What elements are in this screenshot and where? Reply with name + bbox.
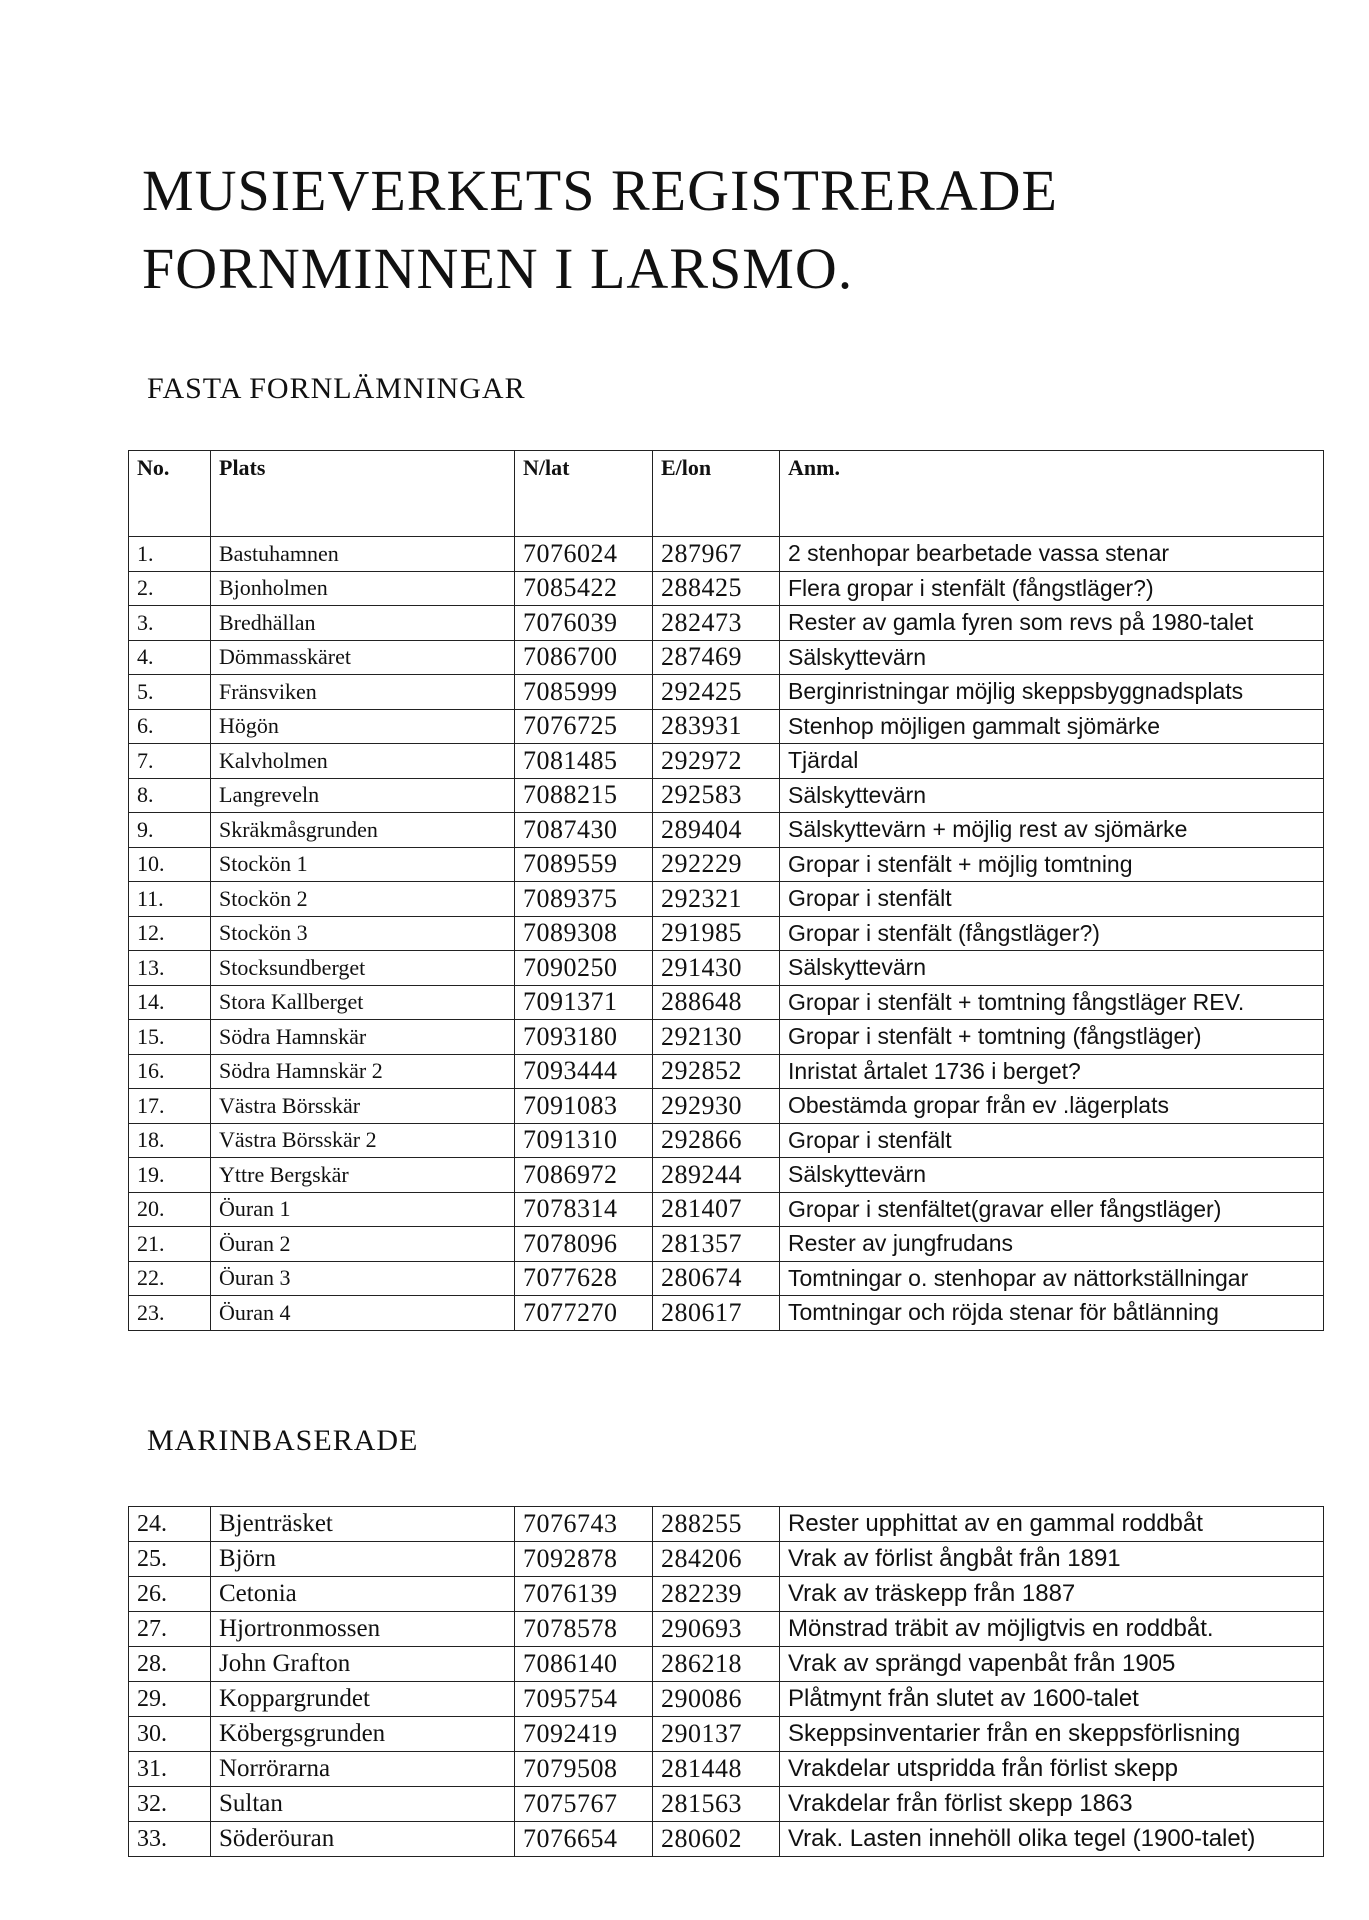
cell-anm: Plåtmynt från slutet av 1600-talet xyxy=(780,1682,1324,1717)
cell-lon: 282473 xyxy=(653,606,780,641)
table-row xyxy=(129,606,1324,641)
cell-anm: Sälskyttevärn xyxy=(780,778,1324,813)
table-row xyxy=(129,1682,1324,1717)
cell-lon: 284206 xyxy=(653,1542,780,1577)
cell-lat: 7076654 xyxy=(515,1822,653,1857)
cell-lon: 283931 xyxy=(653,709,780,744)
cell-anm: Vrak. Lasten innehöll olika tegel (1900-talet) xyxy=(780,1822,1324,1857)
table-row xyxy=(129,709,1324,744)
table-row xyxy=(129,1787,1324,1822)
cell-lon: 287469 xyxy=(653,640,780,675)
cell-lon: 288255 xyxy=(653,1507,780,1542)
cell-lon: 292930 xyxy=(653,1089,780,1124)
cell-plats: Söderöuran xyxy=(211,1822,515,1857)
cell-no: 12. xyxy=(129,916,211,951)
cell-lon: 281563 xyxy=(653,1787,780,1822)
cell-plats: Yttre Bergskär xyxy=(211,1158,515,1193)
spacer-cell xyxy=(515,518,653,537)
table-row xyxy=(129,675,1324,710)
cell-lon: 290137 xyxy=(653,1717,780,1752)
cell-lat: 7091083 xyxy=(515,1089,653,1124)
cell-plats: Stockön 1 xyxy=(211,847,515,882)
table-row xyxy=(129,1089,1324,1124)
cell-anm: Gropar i stenfält xyxy=(780,882,1324,917)
column-header-anm: Anm. xyxy=(780,451,1324,518)
cell-plats: Västra Börsskär xyxy=(211,1089,515,1124)
cell-anm: Skeppsinventarier från en skeppsförlisning xyxy=(780,1717,1324,1752)
table-row xyxy=(129,1507,1324,1542)
cell-lat: 7089559 xyxy=(515,847,653,882)
cell-anm: Mönstrad träbit av möjligtvis en roddbåt. xyxy=(780,1612,1324,1647)
cell-plats: Södra Hamnskär xyxy=(211,1020,515,1055)
cell-lat: 7076024 xyxy=(515,537,653,572)
cell-lat: 7076725 xyxy=(515,709,653,744)
cell-no: 3. xyxy=(129,606,211,641)
cell-no: 16. xyxy=(129,1054,211,1089)
cell-lon: 290693 xyxy=(653,1612,780,1647)
cell-lon: 292321 xyxy=(653,882,780,917)
cell-plats: Stockön 3 xyxy=(211,916,515,951)
table-row xyxy=(129,744,1324,779)
section-heading-marin: MARINBASERADE xyxy=(147,1424,419,1457)
cell-anm: Gropar i stenfält + möjlig tomtning xyxy=(780,847,1324,882)
cell-no: 9. xyxy=(129,813,211,848)
cell-plats: Koppargrundet xyxy=(211,1682,515,1717)
cell-anm: Flera gropar i stenfält (fångstläger?) xyxy=(780,571,1324,606)
cell-lat: 7076743 xyxy=(515,1507,653,1542)
cell-anm: Tjärdal xyxy=(780,744,1324,779)
spacer-cell xyxy=(211,518,515,537)
cell-plats: Öuran 2 xyxy=(211,1227,515,1262)
cell-anm: 2 stenhopar bearbetade vassa stenar xyxy=(780,537,1324,572)
spacer-cell xyxy=(129,518,211,537)
cell-lon: 281407 xyxy=(653,1192,780,1227)
cell-lon: 288425 xyxy=(653,571,780,606)
cell-anm: Obestämda gropar från ev .lägerplats xyxy=(780,1089,1324,1124)
cell-lat: 7088215 xyxy=(515,778,653,813)
cell-lon: 282239 xyxy=(653,1577,780,1612)
cell-lat: 7075767 xyxy=(515,1787,653,1822)
cell-no: 11. xyxy=(129,882,211,917)
cell-plats: Fränsviken xyxy=(211,675,515,710)
table-row xyxy=(129,985,1324,1020)
section-heading-fasta: FASTA FORNLÄMNINGAR xyxy=(147,372,526,405)
cell-no: 21. xyxy=(129,1227,211,1262)
cell-anm: Sälskyttevärn xyxy=(780,951,1324,986)
cell-anm: Vrak av träskepp från 1887 xyxy=(780,1577,1324,1612)
table-row xyxy=(129,537,1324,572)
cell-plats: Högön xyxy=(211,709,515,744)
cell-lat: 7079508 xyxy=(515,1752,653,1787)
cell-lat: 7093180 xyxy=(515,1020,653,1055)
cell-no: 19. xyxy=(129,1158,211,1193)
table-header-row xyxy=(129,451,1324,518)
title-line-2: FORNMINNEN I LARSMO. xyxy=(142,236,854,301)
cell-anm: Stenhop möjligen gammalt sjömärke xyxy=(780,709,1324,744)
cell-lat: 7093444 xyxy=(515,1054,653,1089)
table-row xyxy=(129,1647,1324,1682)
cell-plats: Dömmasskäret xyxy=(211,640,515,675)
cell-plats: Norrörarna xyxy=(211,1752,515,1787)
cell-anm: Rester upphittat av en gammal roddbåt xyxy=(780,1507,1324,1542)
cell-no: 23. xyxy=(129,1296,211,1331)
cell-plats: Langreveln xyxy=(211,778,515,813)
cell-plats: Björn xyxy=(211,1542,515,1577)
cell-lon: 290086 xyxy=(653,1682,780,1717)
cell-anm: Vrakdelar från förlist skepp 1863 xyxy=(780,1787,1324,1822)
cell-anm: Vrak av förlist ångbåt från 1891 xyxy=(780,1542,1324,1577)
cell-lon: 280674 xyxy=(653,1261,780,1296)
cell-anm: Rester av jungfrudans xyxy=(780,1227,1324,1262)
table-row xyxy=(129,847,1324,882)
table-row xyxy=(129,1296,1324,1331)
table-row xyxy=(129,1717,1324,1752)
header-spacer-row xyxy=(129,518,1324,537)
cell-lat: 7078096 xyxy=(515,1227,653,1262)
cell-no: 32. xyxy=(129,1787,211,1822)
cell-lon: 287967 xyxy=(653,537,780,572)
cell-anm: Gropar i stenfält + tomtning (fångstläger) xyxy=(780,1020,1324,1055)
cell-no: 27. xyxy=(129,1612,211,1647)
cell-no: 29. xyxy=(129,1682,211,1717)
cell-lon: 291430 xyxy=(653,951,780,986)
cell-lat: 7078314 xyxy=(515,1192,653,1227)
cell-lon: 292425 xyxy=(653,675,780,710)
cell-lat: 7076039 xyxy=(515,606,653,641)
cell-no: 10. xyxy=(129,847,211,882)
cell-no: 2. xyxy=(129,571,211,606)
cell-no: 4. xyxy=(129,640,211,675)
cell-lon: 291985 xyxy=(653,916,780,951)
cell-anm: Gropar i stenfält (fångstläger?) xyxy=(780,916,1324,951)
cell-no: 17. xyxy=(129,1089,211,1124)
cell-lon: 292852 xyxy=(653,1054,780,1089)
cell-anm: Gropar i stenfältet(gravar eller fångstläger) xyxy=(780,1192,1324,1227)
cell-anm: Tomtningar o. stenhopar av nättorkställningar xyxy=(780,1261,1324,1296)
cell-plats: Södra Hamnskär 2 xyxy=(211,1054,515,1089)
spacer-cell xyxy=(780,518,1324,537)
cell-no: 15. xyxy=(129,1020,211,1055)
cell-plats: Öuran 1 xyxy=(211,1192,515,1227)
cell-anm: Gropar i stenfält + tomtning fångstläger REV. xyxy=(780,985,1324,1020)
cell-anm: Sälskyttevärn xyxy=(780,1158,1324,1193)
table-row xyxy=(129,571,1324,606)
table-row xyxy=(129,1020,1324,1055)
cell-no: 7. xyxy=(129,744,211,779)
table-row xyxy=(129,813,1324,848)
cell-lon: 289244 xyxy=(653,1158,780,1193)
column-header-lat: N/lat xyxy=(515,451,653,518)
cell-plats: Bastuhamnen xyxy=(211,537,515,572)
cell-plats: Öuran 3 xyxy=(211,1261,515,1296)
cell-plats: Sultan xyxy=(211,1787,515,1822)
cell-lat: 7085422 xyxy=(515,571,653,606)
cell-no: 22. xyxy=(129,1261,211,1296)
cell-lat: 7089375 xyxy=(515,882,653,917)
cell-no: 14. xyxy=(129,985,211,1020)
cell-plats: Cetonia xyxy=(211,1577,515,1612)
cell-plats: Västra Börsskär 2 xyxy=(211,1123,515,1158)
cell-anm: Berginristningar möjlig skeppsbyggnadsplats xyxy=(780,675,1324,710)
cell-no: 30. xyxy=(129,1717,211,1752)
cell-lat: 7078578 xyxy=(515,1612,653,1647)
cell-lon: 286218 xyxy=(653,1647,780,1682)
cell-plats: Hjortronmossen xyxy=(211,1612,515,1647)
cell-lon: 292972 xyxy=(653,744,780,779)
cell-anm: Rester av gamla fyren som revs på 1980-talet xyxy=(780,606,1324,641)
table-row xyxy=(129,951,1324,986)
document-title xyxy=(142,152,1058,308)
column-header-lon: E/lon xyxy=(653,451,780,518)
cell-plats: Kalvholmen xyxy=(211,744,515,779)
cell-no: 25. xyxy=(129,1542,211,1577)
cell-plats: Skräkmåsgrunden xyxy=(211,813,515,848)
cell-lat: 7091371 xyxy=(515,985,653,1020)
cell-lat: 7092419 xyxy=(515,1717,653,1752)
table-row xyxy=(129,1577,1324,1612)
cell-no: 33. xyxy=(129,1822,211,1857)
cell-no: 18. xyxy=(129,1123,211,1158)
cell-plats: Stocksundberget xyxy=(211,951,515,986)
cell-anm: Gropar i stenfält xyxy=(780,1123,1324,1158)
cell-lon: 292866 xyxy=(653,1123,780,1158)
cell-no: 5. xyxy=(129,675,211,710)
cell-no: 24. xyxy=(129,1507,211,1542)
cell-plats: Köbergsgrunden xyxy=(211,1717,515,1752)
cell-lat: 7091310 xyxy=(515,1123,653,1158)
cell-no: 6. xyxy=(129,709,211,744)
cell-anm: Vrakdelar utspridda från förlist skepp xyxy=(780,1752,1324,1787)
cell-lon: 292229 xyxy=(653,847,780,882)
table-row xyxy=(129,1822,1324,1857)
cell-no: 28. xyxy=(129,1647,211,1682)
table-row xyxy=(129,640,1324,675)
cell-anm: Vrak av sprängd vapenbåt från 1905 xyxy=(780,1647,1324,1682)
cell-lat: 7085999 xyxy=(515,675,653,710)
cell-lon: 292130 xyxy=(653,1020,780,1055)
cell-lat: 7081485 xyxy=(515,744,653,779)
cell-lon: 289404 xyxy=(653,813,780,848)
cell-lon: 280617 xyxy=(653,1296,780,1331)
column-header-plats: Plats xyxy=(211,451,515,518)
column-header-no: No. xyxy=(129,451,211,518)
table-row xyxy=(129,1612,1324,1647)
cell-lat: 7086140 xyxy=(515,1647,653,1682)
cell-lon: 281448 xyxy=(653,1752,780,1787)
cell-anm: Sälskyttevärn xyxy=(780,640,1324,675)
cell-lat: 7086972 xyxy=(515,1158,653,1193)
cell-lat: 7077270 xyxy=(515,1296,653,1331)
cell-no: 31. xyxy=(129,1752,211,1787)
cell-plats: Öuran 4 xyxy=(211,1296,515,1331)
cell-plats: Stora Kallberget xyxy=(211,985,515,1020)
cell-lon: 280602 xyxy=(653,1822,780,1857)
cell-lat: 7086700 xyxy=(515,640,653,675)
table-row xyxy=(129,778,1324,813)
table-row xyxy=(129,1542,1324,1577)
cell-lat: 7077628 xyxy=(515,1261,653,1296)
cell-anm: Tomtningar och röjda stenar för båtlänning xyxy=(780,1296,1324,1331)
cell-plats: John Grafton xyxy=(211,1647,515,1682)
spacer-cell xyxy=(653,518,780,537)
cell-lat: 7095754 xyxy=(515,1682,653,1717)
cell-lat: 7090250 xyxy=(515,951,653,986)
cell-anm: Inristat årtalet 1736 i berget? xyxy=(780,1054,1324,1089)
cell-no: 26. xyxy=(129,1577,211,1612)
fasta-fornlamningar-table xyxy=(128,450,1324,1331)
table-row xyxy=(129,1752,1324,1787)
cell-plats: Bredhällan xyxy=(211,606,515,641)
table-row xyxy=(129,1158,1324,1193)
table-row xyxy=(129,882,1324,917)
cell-lat: 7076139 xyxy=(515,1577,653,1612)
cell-lat: 7087430 xyxy=(515,813,653,848)
cell-plats: Stockön 2 xyxy=(211,882,515,917)
cell-no: 20. xyxy=(129,1192,211,1227)
table-row xyxy=(129,1123,1324,1158)
table-row xyxy=(129,1192,1324,1227)
cell-no: 1. xyxy=(129,537,211,572)
table-row xyxy=(129,916,1324,951)
cell-anm: Sälskyttevärn + möjlig rest av sjömärke xyxy=(780,813,1324,848)
title-line-1: MUSIEVERKETS REGISTRERADE xyxy=(142,158,1058,223)
cell-lon: 281357 xyxy=(653,1227,780,1262)
table-row xyxy=(129,1227,1324,1262)
marinbaserade-table xyxy=(128,1506,1324,1857)
cell-no: 8. xyxy=(129,778,211,813)
cell-no: 13. xyxy=(129,951,211,986)
cell-lat: 7089308 xyxy=(515,916,653,951)
cell-lon: 288648 xyxy=(653,985,780,1020)
table-row xyxy=(129,1261,1324,1296)
cell-plats: Bjonholmen xyxy=(211,571,515,606)
cell-plats: Bjenträsket xyxy=(211,1507,515,1542)
cell-lat: 7092878 xyxy=(515,1542,653,1577)
cell-lon: 292583 xyxy=(653,778,780,813)
table-row xyxy=(129,1054,1324,1089)
